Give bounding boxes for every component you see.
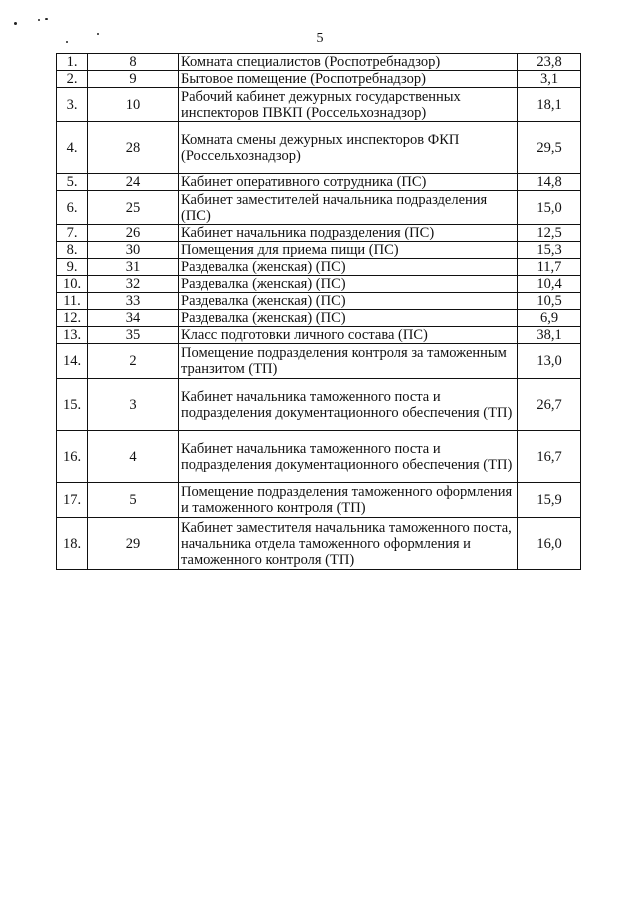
page-number: 5 <box>316 31 324 46</box>
room-number-cell: 34 <box>88 310 179 327</box>
area-cell: 29,5 <box>518 122 581 174</box>
room-name-cell: Рабочий кабинет дежурных государственных инспекторов ПВКП (Россельхознадзор) <box>179 88 518 122</box>
row-number-cell: 16. <box>57 431 88 483</box>
table-row <box>57 276 581 293</box>
scan-speck <box>14 22 17 25</box>
room-name-cell: Комната смены дежурных инспекторов ФКП (Россельхознадзор) <box>179 122 518 174</box>
row-number-cell: 18. <box>57 518 88 570</box>
room-number-cell: 28 <box>88 122 179 174</box>
row-number-cell: 13. <box>57 327 88 344</box>
row-number-cell: 11. <box>57 293 88 310</box>
room-name-cell: Кабинет оперативного сотрудника (ПС) <box>179 174 518 191</box>
row-number-cell: 8. <box>57 242 88 259</box>
area-cell: 26,7 <box>518 379 581 431</box>
area-cell: 38,1 <box>518 327 581 344</box>
area-cell: 11,7 <box>518 259 581 276</box>
table-row <box>57 71 581 88</box>
room-number-cell: 35 <box>88 327 179 344</box>
row-number-cell: 12. <box>57 310 88 327</box>
row-number-cell: 7. <box>57 225 88 242</box>
room-number-cell: 30 <box>88 242 179 259</box>
room-number-cell: 25 <box>88 191 179 225</box>
row-number-cell: 10. <box>57 276 88 293</box>
rooms-table-body <box>57 54 581 570</box>
room-name-cell: Бытовое помещение (Роспотребнадзор) <box>179 71 518 88</box>
area-cell: 23,8 <box>518 54 581 71</box>
room-name-cell: Кабинет заместителей начальника подразделения (ПС) <box>179 191 518 225</box>
room-number-cell: 2 <box>88 344 179 379</box>
row-number-cell: 4. <box>57 122 88 174</box>
room-number-cell: 24 <box>88 174 179 191</box>
table-row <box>57 54 581 71</box>
table-row <box>57 174 581 191</box>
table-row <box>57 191 581 225</box>
table-row <box>57 327 581 344</box>
room-name-cell: Класс подготовки личного состава (ПС) <box>179 327 518 344</box>
room-name-cell: Помещение подразделения таможенного оформления и таможенного контроля (ТП) <box>179 483 518 518</box>
area-cell: 12,5 <box>518 225 581 242</box>
table-row <box>57 122 581 174</box>
room-name-cell: Раздевалка (женская) (ПС) <box>179 276 518 293</box>
row-number-cell: 9. <box>57 259 88 276</box>
row-number-cell: 6. <box>57 191 88 225</box>
room-name-cell: Помещения для приема пищи (ПС) <box>179 242 518 259</box>
rooms-table <box>56 53 581 570</box>
table-row <box>57 344 581 379</box>
area-cell: 18,1 <box>518 88 581 122</box>
row-number-cell: 1. <box>57 54 88 71</box>
room-name-cell: Раздевалка (женская) (ПС) <box>179 259 518 276</box>
table-row <box>57 518 581 570</box>
area-cell: 6,9 <box>518 310 581 327</box>
room-name-cell: Раздевалка (женская) (ПС) <box>179 310 518 327</box>
row-number-cell: 5. <box>57 174 88 191</box>
scan-speck <box>45 18 48 20</box>
room-name-cell: Кабинет начальника подразделения (ПС) <box>179 225 518 242</box>
table-row <box>57 379 581 431</box>
room-number-cell: 9 <box>88 71 179 88</box>
row-number-cell: 3. <box>57 88 88 122</box>
area-cell: 13,0 <box>518 344 581 379</box>
room-name-cell: Кабинет заместителя начальника таможенного поста, начальника отдела таможенного оформления и таможенного контроля (ТП) <box>179 518 518 570</box>
room-name-cell: Комната специалистов (Роспотребнадзор) <box>179 54 518 71</box>
table-row <box>57 259 581 276</box>
table-row <box>57 310 581 327</box>
table-row <box>57 293 581 310</box>
table-row <box>57 483 581 518</box>
table-row <box>57 431 581 483</box>
room-number-cell: 4 <box>88 431 179 483</box>
table-row <box>57 88 581 122</box>
room-name-cell: Кабинет начальника таможенного поста и подразделения документационного обеспечения (ТП) <box>179 431 518 483</box>
room-number-cell: 10 <box>88 88 179 122</box>
room-number-cell: 33 <box>88 293 179 310</box>
area-cell: 15,3 <box>518 242 581 259</box>
area-cell: 14,8 <box>518 174 581 191</box>
area-cell: 10,4 <box>518 276 581 293</box>
row-number-cell: 15. <box>57 379 88 431</box>
area-cell: 16,0 <box>518 518 581 570</box>
room-number-cell: 32 <box>88 276 179 293</box>
area-cell: 3,1 <box>518 71 581 88</box>
room-number-cell: 31 <box>88 259 179 276</box>
row-number-cell: 2. <box>57 71 88 88</box>
room-number-cell: 26 <box>88 225 179 242</box>
area-cell: 15,0 <box>518 191 581 225</box>
room-number-cell: 5 <box>88 483 179 518</box>
area-cell: 15,9 <box>518 483 581 518</box>
area-cell: 16,7 <box>518 431 581 483</box>
room-number-cell: 29 <box>88 518 179 570</box>
area-cell: 10,5 <box>518 293 581 310</box>
row-number-cell: 17. <box>57 483 88 518</box>
row-number-cell: 14. <box>57 344 88 379</box>
table-row <box>57 242 581 259</box>
room-name-cell: Раздевалка (женская) (ПС) <box>179 293 518 310</box>
room-number-cell: 3 <box>88 379 179 431</box>
room-name-cell: Помещение подразделения контроля за таможенным транзитом (ТП) <box>179 344 518 379</box>
room-name-cell: Кабинет начальника таможенного поста и подразделения документационного обеспечения (ТП) <box>179 379 518 431</box>
scan-speck <box>38 19 40 21</box>
room-number-cell: 8 <box>88 54 179 71</box>
table-row <box>57 225 581 242</box>
